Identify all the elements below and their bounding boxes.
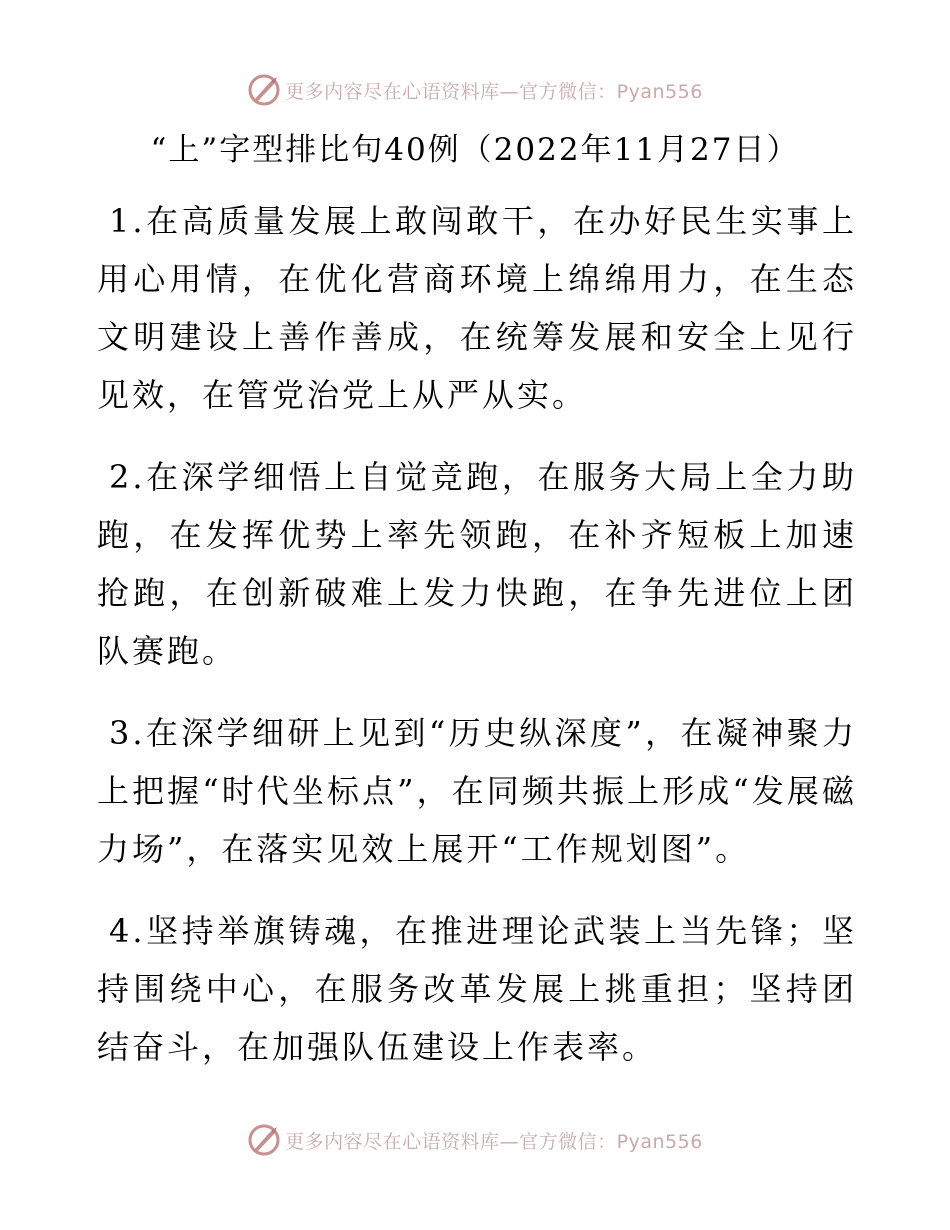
quill-pen-logo-icon (247, 73, 281, 107)
document-body (97, 192, 857, 1100)
document-title: “上”字型排比句40例（2022年11月27日） (150, 132, 800, 168)
paragraph-4: 4.坚持举旗铸魂，在推进理论武装上当先锋；坚持围绕中心，在服务改革发展上挑重担；坚持团结奋斗，在加强队伍建设上作表率。 (97, 912, 857, 1066)
quill-pen-logo-icon (247, 1123, 281, 1157)
watermark-text: 更多内容尽在心语资料库—官方微信：Pyan556 (285, 1130, 703, 1153)
header-watermark (0, 70, 950, 110)
paragraph-1: 1.在高质量发展上敢闯敢干，在办好民生实事上用心用情，在优化营商环境上绵绵用力，在生态文明建设上善作善成，在统筹发展和安全上见行见效，在管党治党上从严从实。 (97, 202, 857, 414)
paragraph-2: 2.在深学细悟上自觉竞跑，在服务大局上全力助跑，在发挥优势上率先领跑，在补齐短板上加速抢跑，在创新破难上发力快跑，在争先进位上团队赛跑。 (97, 458, 857, 670)
watermark-text: 更多内容尽在心语资料库—官方微信：Pyan556 (285, 80, 703, 103)
footer-watermark (0, 1120, 950, 1160)
paragraph-3: 3.在深学细研上见到“历史纵深度”，在凝神聚力上把握“时代坐标点”，在同频共振上形成“发展磁力场”，在落实见效上展开“工作规划图”。 (97, 714, 857, 868)
